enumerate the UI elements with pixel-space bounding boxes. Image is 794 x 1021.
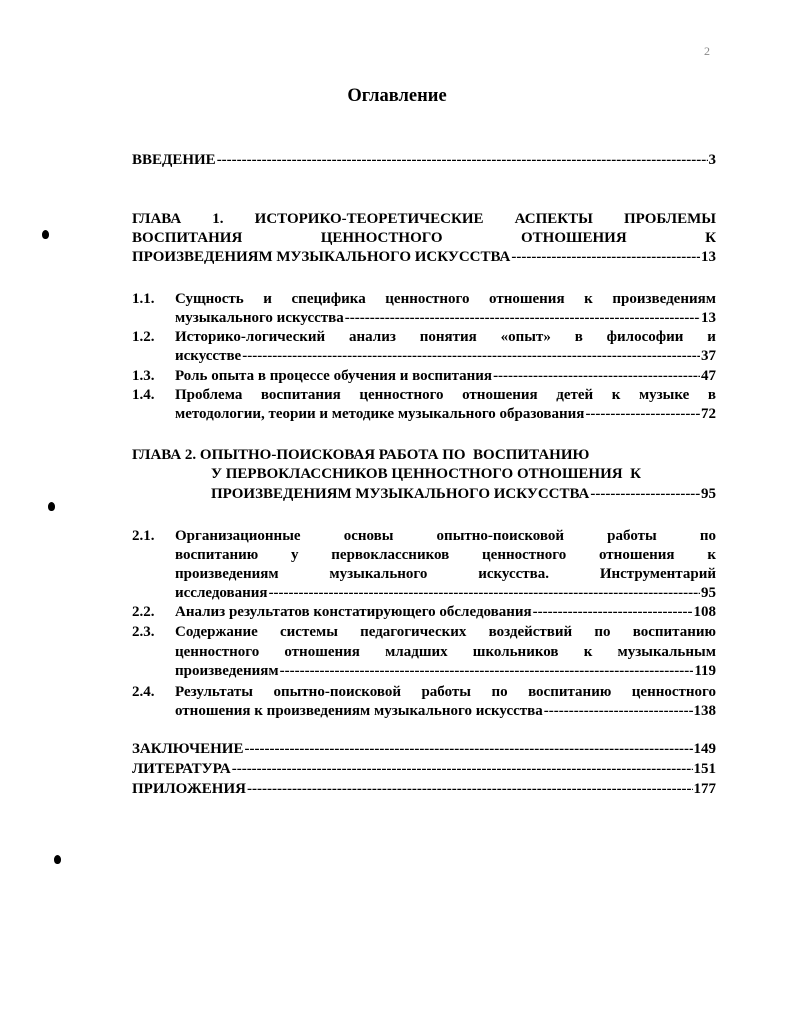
section-1-3-line-1 xyxy=(175,367,716,386)
toc-text: ПРОИЗВЕДЕНИЯМ МУЗЫКАЛЬНОГО ИСКУССТВА xyxy=(132,249,511,265)
toc-text: воспитанию xyxy=(175,547,259,563)
toc-text: анализ xyxy=(349,329,396,345)
section-2-2-line-1 xyxy=(175,603,716,622)
toc-text: специфика xyxy=(291,291,366,307)
section-2-1-line-4 xyxy=(175,584,716,603)
toc-text: в xyxy=(707,387,716,403)
toc-text: и xyxy=(263,291,272,307)
toc-text: произведениям xyxy=(612,291,716,307)
toc-text: по xyxy=(594,624,611,640)
toc-text: 37 xyxy=(701,348,716,364)
chapter-1-line-3 xyxy=(132,248,716,267)
toc-text: 72 xyxy=(701,406,716,422)
toc-text: ценностного xyxy=(359,387,444,403)
section-2-3-line-3 xyxy=(175,662,716,681)
section-1-2-line-1 xyxy=(175,328,716,347)
section-2-4-line-2 xyxy=(175,702,716,721)
section-2-1-line-3 xyxy=(175,565,716,584)
entry-page: 95 xyxy=(701,486,716,502)
toc-text: к xyxy=(584,291,593,307)
toc-text: системы xyxy=(280,624,338,640)
toc-text: методологии, теории и методике музыкального образования xyxy=(175,406,585,422)
toc-text: Инструментарий xyxy=(599,566,716,582)
toc-text: произведениям xyxy=(175,663,279,679)
toc-text: 47 xyxy=(701,368,716,384)
toc-text: Сущность xyxy=(175,291,244,307)
toc-text: работы xyxy=(607,528,657,544)
section-number: 2.3. xyxy=(132,624,155,640)
toc-text: отношения xyxy=(462,387,538,403)
toc-text: ценностного xyxy=(175,644,260,660)
section-number: 1.4. xyxy=(132,387,155,403)
entry-page: 3 xyxy=(708,152,716,168)
toc-text: воздействий xyxy=(488,624,573,640)
chapter-2-line-1: ГЛАВА 2. ОПЫТНО-ПОИСКОВАЯ РАБОТА ПО ВОСПИТАНИЮ xyxy=(132,447,590,463)
toc-text: музыкального xyxy=(329,566,428,582)
toc-entry-literature xyxy=(132,760,716,779)
toc-text: искусстве xyxy=(175,348,242,364)
toc-text: исследования xyxy=(175,585,268,601)
leader-dots xyxy=(280,662,694,681)
toc-text: ПРИЛОЖЕНИЯ xyxy=(132,781,246,797)
toc-text: 13 xyxy=(701,310,716,326)
toc-text: ценностного xyxy=(385,291,470,307)
toc-text: педагогических xyxy=(360,624,467,640)
toc-text: К xyxy=(705,230,716,246)
toc-text: Содержание xyxy=(175,624,258,640)
toc-text: искусства. xyxy=(478,566,549,582)
toc-text: опытно-поисковой xyxy=(436,528,565,544)
toc-text: к xyxy=(583,644,593,660)
leader-dots xyxy=(269,584,700,603)
toc-entry-appendices xyxy=(132,780,716,799)
toc-text: Проблема xyxy=(175,387,243,403)
toc-text: Результаты xyxy=(175,684,253,700)
chapter-2-line-3 xyxy=(211,485,716,504)
toc-text: «опыт» xyxy=(500,329,551,345)
toc-text: первоклассников xyxy=(331,547,450,563)
toc-text: философии xyxy=(606,329,684,345)
leader-dots xyxy=(247,780,693,799)
toc-text: ЛИТЕРАТУРА xyxy=(132,761,231,777)
section-2-3-line-2 xyxy=(175,643,716,662)
toc-text: ГЛАВА xyxy=(132,211,182,227)
toc-text: 149 xyxy=(693,741,716,757)
toc-text: ЗАКЛЮЧЕНИЕ xyxy=(132,741,244,757)
toc-text: понятия xyxy=(419,329,477,345)
section-number: 1.3. xyxy=(132,368,155,384)
toc-text: по xyxy=(699,528,716,544)
toc-text: школьников xyxy=(472,644,559,660)
section-number: 1.2. xyxy=(132,329,155,345)
leader-dots xyxy=(544,702,693,721)
toc-text: ОТНОШЕНИЯ xyxy=(521,230,627,246)
section-1-4-line-1 xyxy=(175,386,716,405)
scan-mark-dot xyxy=(48,502,55,511)
toc-title: Оглавление xyxy=(347,86,447,106)
toc-text: к xyxy=(707,547,716,563)
leader-dots xyxy=(217,151,708,170)
toc-text: воспитания xyxy=(260,387,341,403)
toc-text: отношения xyxy=(489,291,565,307)
toc-entry-introduction xyxy=(132,151,716,170)
toc-text: ПРОИЗВЕДЕНИЯМ МУЗЫКАЛЬНОГО ИСКУССТВА xyxy=(211,486,590,502)
toc-text: ВОСПИТАНИЯ xyxy=(132,230,243,246)
leader-dots xyxy=(493,367,700,386)
leader-dots xyxy=(590,485,700,504)
toc-text: 108 xyxy=(693,604,716,620)
toc-text: 1. xyxy=(212,211,224,227)
toc-text: музыкальным xyxy=(617,644,716,660)
section-2-4-line-1 xyxy=(175,683,716,702)
section-2-3-line-1 xyxy=(175,623,716,642)
chapter-1-line-2 xyxy=(132,229,716,248)
toc-text: ценностного xyxy=(631,684,716,700)
leader-dots xyxy=(244,740,692,759)
entry-page: 13 xyxy=(701,249,716,265)
toc-text: 177 xyxy=(693,781,716,797)
toc-text: опытно-поисковой xyxy=(273,684,401,700)
section-1-4-line-2 xyxy=(175,405,716,424)
section-number: 2.2. xyxy=(132,604,155,620)
toc-text: ценностного xyxy=(482,547,567,563)
leader-dots xyxy=(242,347,700,366)
section-1-1-line-1 xyxy=(175,290,716,309)
scan-mark-dot xyxy=(42,230,49,239)
leader-dots xyxy=(511,248,700,267)
section-2-1-line-1 xyxy=(175,527,716,546)
section-1-2-line-2 xyxy=(175,347,716,366)
toc-text: музыке xyxy=(638,387,690,403)
toc-text: произведениям xyxy=(175,566,279,582)
page-number: 2 xyxy=(704,44,710,58)
toc-text: 119 xyxy=(694,663,716,679)
toc-text: по xyxy=(491,684,508,700)
toc-text: к xyxy=(611,387,621,403)
section-number: 2.1. xyxy=(132,528,155,544)
toc-text: музыкального искусства xyxy=(175,310,344,326)
toc-text: отношения xyxy=(599,547,675,563)
chapter-1-line-1 xyxy=(132,210,716,229)
leader-dots xyxy=(232,760,693,779)
toc-text: Историко-логический xyxy=(175,329,326,345)
toc-text: АСПЕКТЫ xyxy=(514,211,593,227)
toc-text: и xyxy=(707,329,716,345)
toc-text: ПРОБЛЕМЫ xyxy=(623,211,716,227)
toc-text: младших xyxy=(385,644,448,660)
toc-text: Роль опыта в процессе обучения и воспитания xyxy=(175,368,493,384)
scan-mark-dot xyxy=(54,855,61,864)
toc-text: воспитанию xyxy=(528,684,612,700)
section-1-1-line-2 xyxy=(175,309,716,328)
toc-text: 95 xyxy=(701,585,716,601)
toc-entry-conclusion xyxy=(132,740,716,759)
toc-text: в xyxy=(574,329,583,345)
toc-text: воспитанию xyxy=(632,624,716,640)
toc-text: детей xyxy=(556,387,594,403)
toc-text: отношения к произведениям музыкального искусства xyxy=(175,703,543,719)
toc-text: 138 xyxy=(693,703,716,719)
leader-dots xyxy=(585,405,700,424)
leader-dots xyxy=(533,603,693,622)
toc-text: ЦЕННОСТНОГО xyxy=(320,230,443,246)
toc-text: работы xyxy=(421,684,471,700)
toc-text: 151 xyxy=(693,761,716,777)
chapter-2-line-2: У ПЕРВОКЛАССНИКОВ ЦЕННОСТНОГО ОТНОШЕНИЯ К xyxy=(211,466,641,482)
toc-text: основы xyxy=(343,528,394,544)
leader-dots xyxy=(345,309,700,328)
toc-text: Организационные xyxy=(175,528,301,544)
toc-text: ИСТОРИКО-ТЕОРЕТИЧЕСКИЕ xyxy=(254,211,484,227)
section-2-1-line-2 xyxy=(175,546,716,565)
section-number: 1.1. xyxy=(132,291,155,307)
section-number: 2.4. xyxy=(132,684,155,700)
toc-text: Анализ результатов констатирующего обследования xyxy=(175,604,532,620)
entry-label: ВВЕДЕНИЕ xyxy=(132,152,216,168)
toc-text: у xyxy=(291,547,299,563)
toc-text: отношения xyxy=(284,644,360,660)
